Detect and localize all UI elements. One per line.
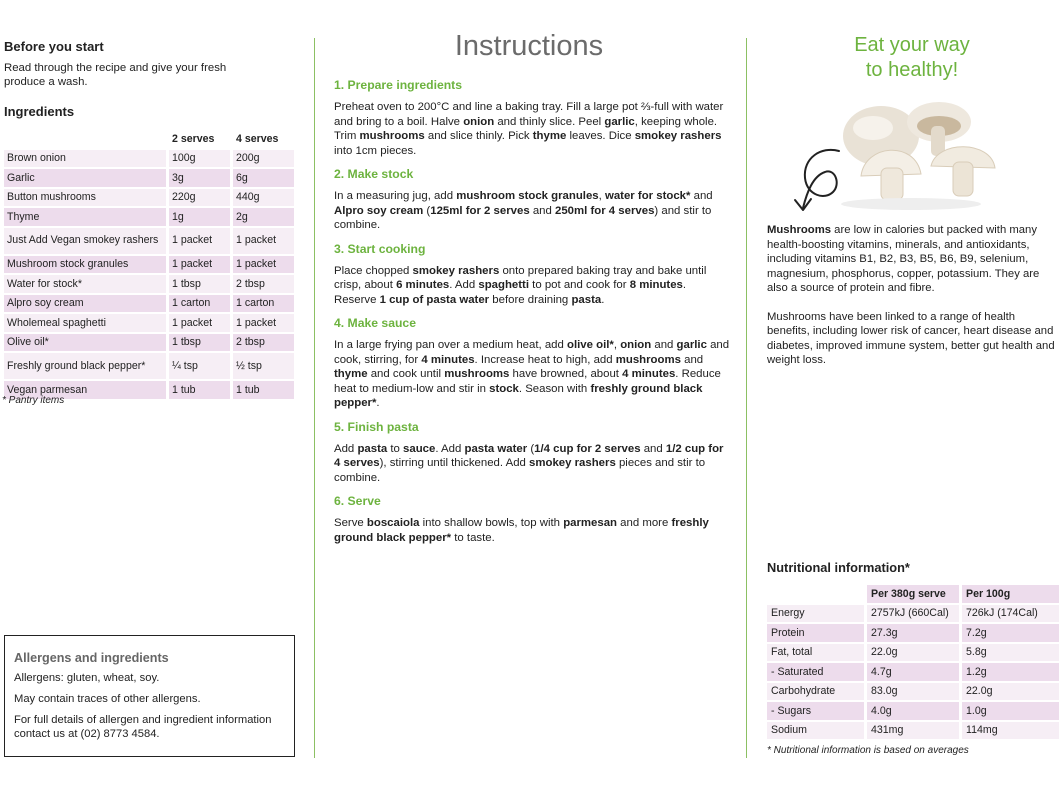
ingredient-4-serves-cell: 200g: [230, 150, 294, 168]
step-text: Add pasta to sauce. Add pasta water (1/4 cup for 2 serves and 1/2 cup for 4 serves), stirring until thickened. Add smokey rashers pieces and stir to combine.: [334, 442, 724, 484]
ingredient-name-cell: Alpro soy cream: [4, 295, 166, 313]
eat-line-1: Eat your way: [854, 34, 970, 56]
nutrition-per-serve-cell: 431mg: [864, 722, 959, 740]
nutrition-per-serve-cell: 22.0g: [864, 644, 959, 662]
divider-left: [314, 38, 315, 758]
ingredient-2-serves-cell: 1 carton: [166, 295, 230, 313]
step-title: 2. Make stock: [334, 167, 414, 181]
ingredient-4-serves-cell: 1 tub: [230, 381, 294, 399]
ingredient-row: [4, 169, 294, 187]
allergens-heading: Allergens and ingredients: [14, 651, 169, 665]
eat-your-way-heading: [767, 33, 1057, 83]
step-text: Preheat oven to 200°C and line a baking tray. Fill a large pot ⅔-full with water and bring to a boil. Halve onion and thinly slice. Peel garlic, keeping whole. Trim mushrooms and slice thinly. Pick thyme leaves. Dice smokey rashers into 1cm pieces.: [334, 101, 724, 157]
ingredient-2-serves-cell: 1 packet: [166, 228, 230, 254]
ingredient-row: [4, 314, 294, 332]
nutrition-per-100g-cell: 1.0g: [959, 702, 1059, 720]
instructions-heading: Instructions: [454, 30, 604, 62]
nutrition-row: [767, 644, 1059, 662]
ingredient-name-cell: Freshly ground black pepper*: [4, 353, 166, 379]
nutrition-nutrient-cell: - Sugars: [767, 702, 864, 720]
before-you-start-heading: Before you start: [4, 39, 104, 54]
nutrition-nutrient-cell: - Saturated: [767, 663, 864, 681]
ingredient-4-serves-cell: 1 packet: [230, 228, 294, 254]
nutrition-per-100g-cell: 7.2g: [959, 624, 1059, 642]
ingredient-2-serves-cell: 1 packet: [166, 256, 230, 274]
ingredient-4-serves-cell: 2 tbsp: [230, 275, 294, 293]
mushroom-image: [781, 96, 1001, 216]
step-title: 5. Finish pasta: [334, 419, 419, 434]
nutrition-row: [767, 624, 1059, 642]
step-text: In a large frying pan over a medium heat, add olive oil*, onion and garlic and cook, stirring, for 4 minutes. Increase heat to high, add mushrooms and thyme and cook until mushrooms have browned, about 4 minutes. Reduce heat to medium-low and stir in stock. Season with freshly ground black pepper*.: [334, 339, 730, 409]
nutrition-row: [767, 683, 1059, 701]
ingredient-4-serves-cell: 440g: [230, 189, 294, 207]
ingredient-name-cell: Olive oil*: [4, 334, 166, 352]
nutrition-heading: Nutritional information*: [767, 560, 910, 575]
ingredient-2-serves-cell: 220g: [166, 189, 230, 207]
nutrition-per-serve-cell: 2757kJ (660Cal): [864, 605, 959, 623]
nutrition-nutrient-cell: Sodium: [767, 722, 864, 740]
ingredient-row: [4, 256, 294, 274]
ingredient-row: [4, 295, 294, 313]
ingredient-row: [4, 189, 294, 207]
ingredient-2-serves-cell: 1g: [166, 208, 230, 226]
step-title: 1. Prepare ingredients: [334, 78, 463, 92]
ingredient-row: [4, 275, 294, 293]
nutrition-header-blank: [767, 585, 864, 603]
pantry-note: * Pantry items: [2, 395, 65, 406]
ingredient-name-cell: Garlic: [4, 169, 166, 187]
nutrition-header-per-serve: Per 380g serve: [864, 585, 959, 603]
ingredient-name-cell: Water for stock*: [4, 275, 166, 293]
nutrition-per-serve-cell: 4.0g: [864, 702, 959, 720]
ingredients-header-4-serves: 4 serves: [230, 130, 294, 148]
ingredient-name-cell: Vegan parmesan: [4, 381, 166, 399]
nutrition-per-100g-cell: 5.8g: [959, 644, 1059, 662]
ingredient-2-serves-cell: 1 tbsp: [166, 275, 230, 293]
nutrition-nutrient-cell: Carbohydrate: [767, 683, 864, 701]
ingredient-4-serves-cell: 1 packet: [230, 314, 294, 332]
nutrition-per-serve-cell: 83.0g: [864, 683, 959, 701]
ingredient-2-serves-cell: 100g: [166, 150, 230, 168]
nutrition-row: [767, 663, 1059, 681]
nutrition-table: [767, 583, 1059, 741]
divider-right: [746, 38, 747, 758]
nutrition-per-serve-cell: 4.7g: [864, 663, 959, 681]
instruction-steps: [334, 78, 730, 554]
allergens-contact: For full details of allergen and ingredient information contact us at (02) 8773 4584.: [14, 714, 272, 740]
ingredient-4-serves-cell: 2 tbsp: [230, 334, 294, 352]
ingredients-header-2-serves: 2 serves: [166, 130, 230, 148]
ingredient-name-cell: Just Add Vegan smokey rashers: [4, 228, 166, 254]
mushroom-info-paragraph-1: Mushrooms are low in calories but packed with many health-boosting vitamins, minerals, and antioxidants, including vitamins B1, B2, B3, B5, B6, B9, selenium, magnesium, phosphorus, copper, potassium. They are also a source of protein and fibre.: [767, 224, 1040, 294]
ingredient-4-serves-cell: 2g: [230, 208, 294, 226]
nutrition-row: [767, 702, 1059, 720]
nutrition-note: * Nutritional information is based on averages: [767, 745, 969, 756]
step-text: Place chopped smokey rashers onto prepared baking tray and bake until crisp, about 6 minutes. Add spaghetti to pot and cook for 8 minutes. Reserve 1 cup of pasta water before draining pasta.: [334, 264, 707, 306]
nutrition-nutrient-cell: Protein: [767, 624, 864, 642]
ingredient-name-cell: Wholemeal spaghetti: [4, 314, 166, 332]
step-title: 6. Serve: [334, 494, 381, 508]
ingredient-row: [4, 353, 294, 379]
ingredient-4-serves-cell: 1 carton: [230, 295, 294, 313]
nutrition-row: [767, 722, 1059, 740]
mushroom-info-paragraph-2: Mushrooms have been linked to a range of health benefits, including lower risk of cancer, heart disease and diabetes, improved immune system, better gut health and weight loss.: [767, 310, 1055, 366]
ingredient-2-serves-cell: 1 tbsp: [166, 334, 230, 352]
ingredient-4-serves-cell: 6g: [230, 169, 294, 187]
ingredient-2-serves-cell: ¼ tsp: [166, 353, 230, 379]
nutrition-per-100g-cell: 114mg: [959, 722, 1059, 740]
nutrition-per-100g-cell: 22.0g: [959, 683, 1059, 701]
ingredient-2-serves-cell: 1 packet: [166, 314, 230, 332]
step-title: 4. Make sauce: [334, 316, 416, 330]
mushroom-info: [767, 223, 1059, 382]
nutrition-nutrient-cell: Fat, total: [767, 644, 864, 662]
eat-line-2: to healthy!: [865, 59, 959, 81]
allergens-traces: May contain traces of other allergens.: [14, 693, 201, 705]
nutrition-header-per-100g: Per 100g: [959, 585, 1059, 603]
step-title: 3. Start cooking: [334, 241, 426, 256]
nutrition-per-100g-cell: 726kJ (174Cal): [959, 605, 1059, 623]
ingredients-table: [4, 128, 294, 401]
ingredients-heading: Ingredients: [4, 104, 75, 119]
ingredient-row: [4, 208, 294, 226]
ingredient-4-serves-cell: 1 packet: [230, 256, 294, 274]
ingredient-name-cell: Thyme: [4, 208, 166, 226]
ingredient-name-cell: Brown onion: [4, 150, 166, 168]
nutrition-per-100g-cell: 1.2g: [959, 663, 1059, 681]
nutrition-per-serve-cell: 27.3g: [864, 624, 959, 642]
allergens-box: [4, 635, 295, 757]
ingredient-row: [4, 150, 294, 168]
nutrition-row: [767, 605, 1059, 623]
step-text: In a measuring jug, add mushroom stock granules, water for stock* and Alpro soy cream (125ml for 2 serves and 250ml for 4 serves) and stir to combine.: [334, 190, 713, 231]
step-text: Serve boscaiola into shallow bowls, top with parmesan and more freshly ground black pepper* to taste.: [334, 517, 709, 544]
before-you-start-text: Read through the recipe and give your fresh produce a wash.: [4, 62, 227, 88]
ingredient-row: [4, 228, 294, 254]
ingredients-header-blank: [4, 130, 166, 148]
nutrition-nutrient-cell: Energy: [767, 605, 864, 623]
ingredient-2-serves-cell: 1 tub: [166, 381, 230, 399]
ingredient-name-cell: Button mushrooms: [4, 189, 166, 207]
allergens-list: Allergens: gluten, wheat, soy.: [14, 672, 160, 684]
ingredient-row: [4, 334, 294, 352]
ingredient-4-serves-cell: ½ tsp: [230, 353, 294, 379]
ingredient-name-cell: Mushroom stock granules: [4, 256, 166, 274]
ingredient-2-serves-cell: 3g: [166, 169, 230, 187]
